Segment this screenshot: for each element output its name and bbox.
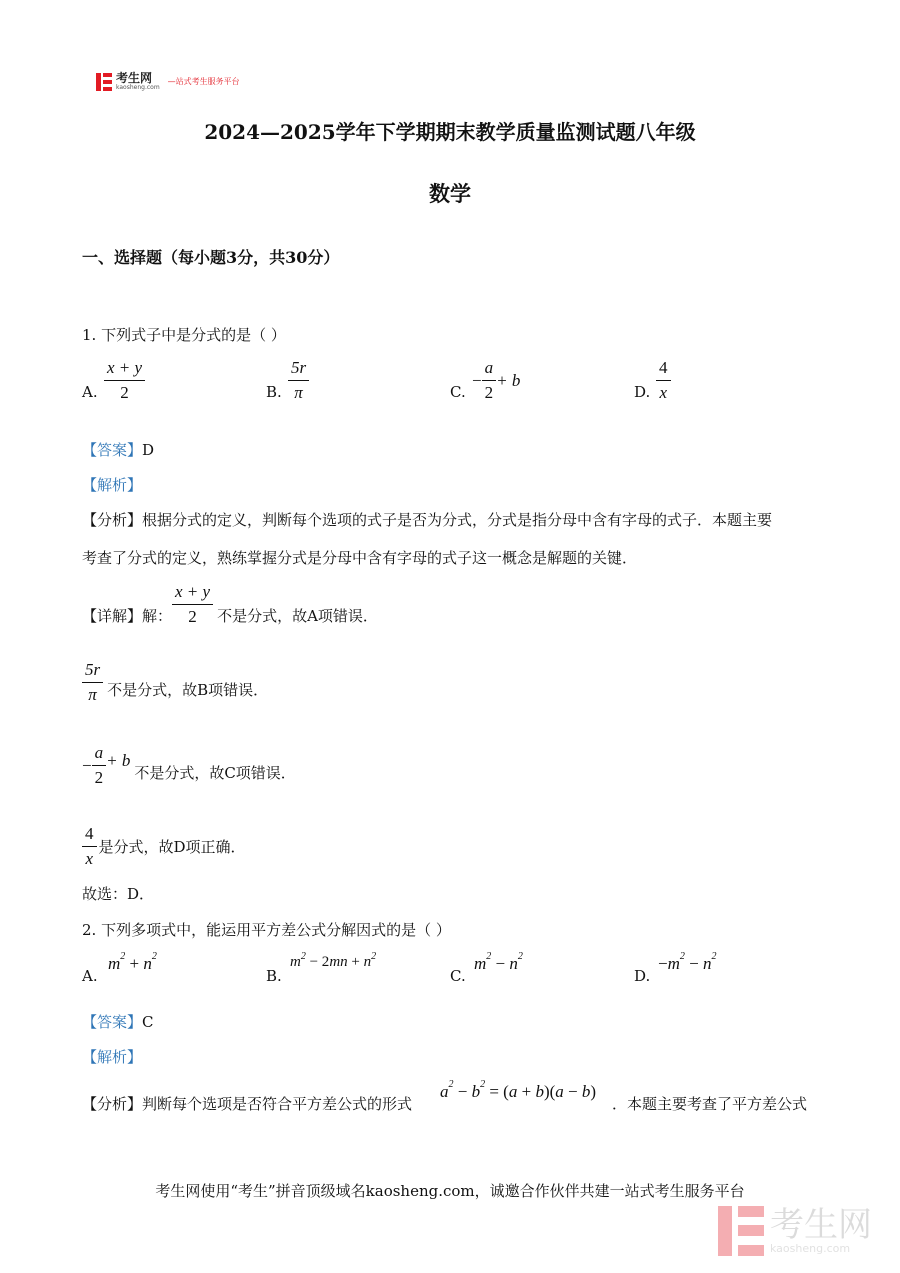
q1-option-b-formula: $\frac{5r}{\pi}$ bbox=[288, 358, 309, 403]
answer-tag: 【答案】 bbox=[82, 441, 143, 459]
q2-analysis-formula: $a^2 - b^2 = (a + b)(a - b)$ bbox=[440, 1079, 597, 1101]
kaosheng-logo-icon bbox=[96, 73, 112, 91]
answer-tag: 【答案】 bbox=[82, 1013, 143, 1031]
q2-option-b-formula: $m^2 - 2mn + n^2$ bbox=[290, 951, 377, 970]
q2-answer-value: C bbox=[142, 1013, 154, 1031]
logo-name: 考生网 bbox=[116, 71, 153, 85]
q2-answer bbox=[82, 1012, 154, 1032]
section-heading: 一、选择题（每小题3分，共30分） bbox=[82, 248, 340, 267]
document-title: 2024—2025学年下学期期末教学质量监测试题八年级 bbox=[204, 120, 696, 144]
q2-option-a-formula: $m^2 + n^2$ bbox=[108, 951, 157, 973]
q2-option-d-formula: $-m^2 - n^2$ bbox=[658, 951, 717, 973]
q1-analysis-line-2: 考查了分式的定义，熟练掌握分式是分母中含有字母的式子这一概念是解题的关键． bbox=[82, 549, 638, 567]
watermark-domain: kaosheng.com bbox=[770, 1241, 851, 1255]
q2-option-c-label: C. bbox=[450, 967, 466, 985]
q2-stem: 2. 下列多项式中，能运用平方差公式分解因式的是（ ） bbox=[82, 921, 451, 939]
watermark-name: 考生网 bbox=[770, 1204, 872, 1245]
q2-analysis-tail: ．本题主要考查了平方差公式 bbox=[612, 1095, 808, 1113]
logo-slogan: —站式考生服务平台 bbox=[167, 77, 240, 86]
q1-option-d-label: D. bbox=[634, 383, 651, 401]
q1-detail-a: 【详解】解： $\frac{x + y}{2}$ 不是分式，故A项错误． bbox=[82, 582, 378, 626]
q2-option-d-label: D. bbox=[634, 967, 651, 985]
header-logo bbox=[96, 72, 240, 91]
logo-domain: kaosheng.com bbox=[116, 84, 160, 91]
q1-option-a-label: A. bbox=[82, 383, 98, 401]
q2-option-c-formula: $m^2 - n^2$ bbox=[474, 951, 523, 973]
q1-option-d-formula: $\frac{4}{x}$ bbox=[656, 358, 671, 403]
q1-option-c-label: C. bbox=[450, 383, 466, 401]
q2-option-a-label: A. bbox=[82, 967, 98, 985]
q1-answer-value: D bbox=[142, 441, 155, 459]
page-footer: 考生网使用“考生”拼音顶级域名kaosheng.com，诚邀合作伙伴共建一站式考生服务平台 bbox=[155, 1182, 745, 1200]
q1-option-b-label: B. bbox=[266, 383, 282, 401]
q2-analysis-line-1: 【分析】判断每个选项是否符合平方差公式的形式 bbox=[82, 1095, 413, 1113]
q1-stem: 1. 下列式子中是分式的是（ ） bbox=[82, 326, 286, 344]
q1-detail-b: $\frac{5r}{\pi}$ 不是分式，故B项错误． bbox=[82, 660, 268, 705]
q1-analysis-line-1: 【分析】根据分式的定义，判断每个选项的式子是否为分式，分式是指分母中含有字母的式子．本题主要 bbox=[82, 511, 773, 529]
q2-analysis-tag: 【解析】 bbox=[82, 1048, 143, 1066]
q1-option-a-formula: $\frac{x + y}{2}$ bbox=[104, 358, 145, 403]
q1-conclusion: 故选：D． bbox=[82, 885, 155, 903]
q1-option-c-formula: − $\frac{a}{2}$ + b bbox=[472, 358, 521, 402]
q1-answer bbox=[82, 440, 154, 460]
subject-title: 数学 bbox=[429, 181, 471, 206]
q1-detail-c: − $\frac{a}{2}$ + b 不是分式，故C项错误． bbox=[82, 743, 296, 787]
q1-analysis-tag: 【解析】 bbox=[82, 476, 143, 494]
watermark bbox=[718, 1206, 872, 1256]
kaosheng-watermark-icon bbox=[718, 1206, 764, 1256]
q1-detail-d: $\frac{4}{x}$ 是分式，故D项正确． bbox=[82, 824, 246, 869]
q2-option-b-label: B. bbox=[266, 967, 282, 985]
